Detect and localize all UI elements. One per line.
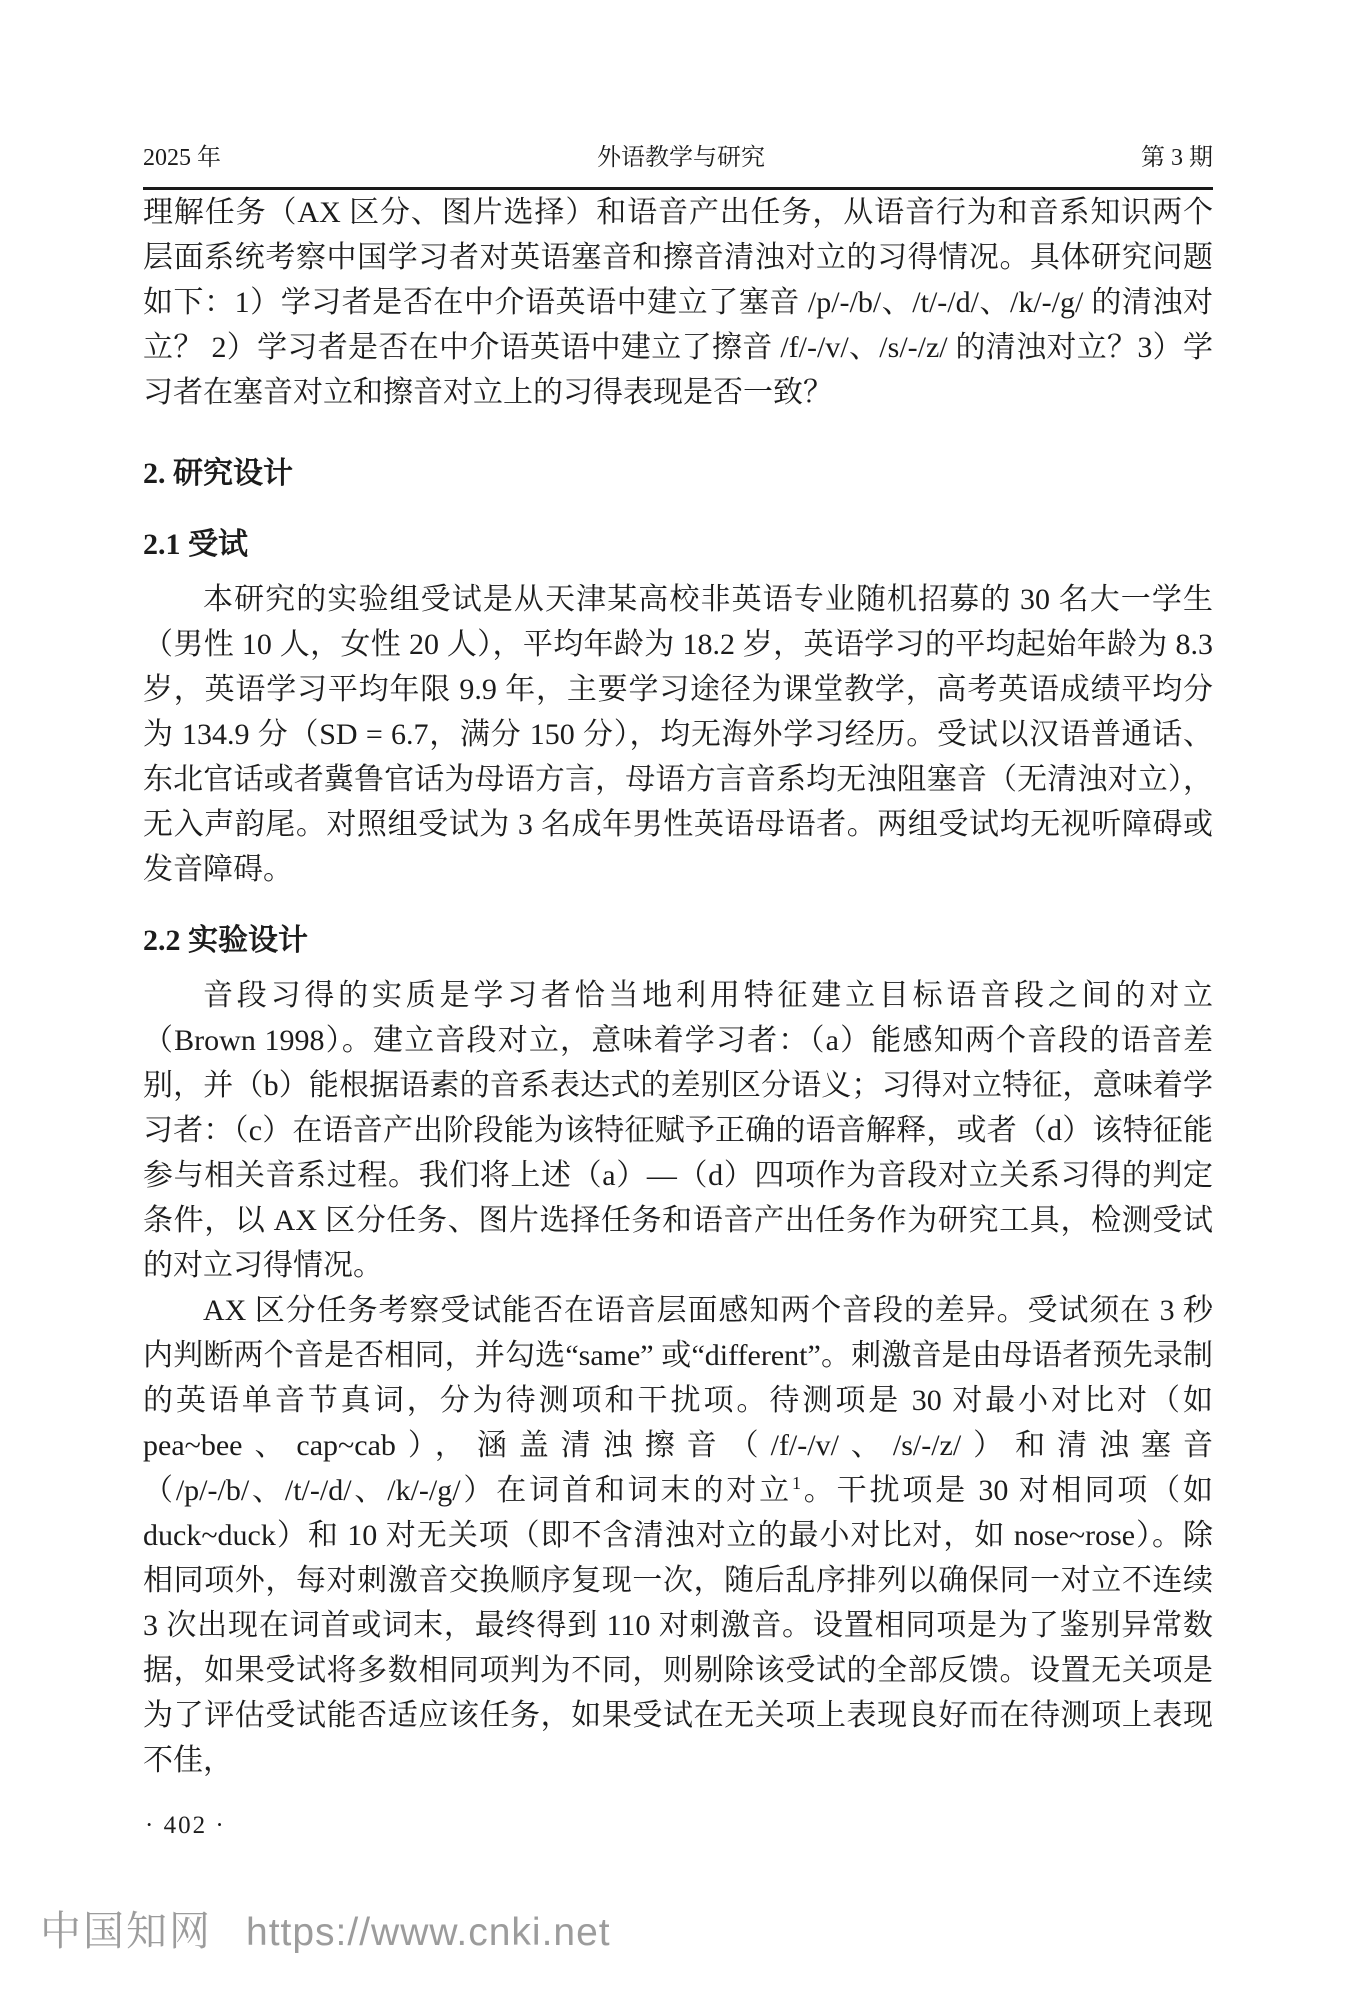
header-issue-number: 第 3 期 xyxy=(1141,145,1213,171)
page-number: · 402 · xyxy=(145,1812,226,1839)
section-heading-research-design: 2. 研究设计 xyxy=(143,457,293,490)
page-content xyxy=(143,143,1213,1783)
footnote-marker: 1 xyxy=(791,1473,801,1493)
header-journal-title: 外语教学与研究 xyxy=(597,145,765,171)
paragraph-design-overview: 音段习得的实质是学习者恰当地利用特征建立目标语音段之间的对立（Brown 1998）。建立音段对立，意味着学习者：（a）能感知两个音段的语音差别，并（b）能根据语素的音系表达式的差别区分语义；习得对立特征，意味着学习者：（c）在语音产出阶段能为该特征赋予正确的语音解释，或者（d）该特征能参与相关音系过程。我们将上述（a）—（d）四项作为音段对立关系习得的判定条件，以 AX 区分任务、图片选择任务和语音产出任务作为研究工具，检测受试的对立习得情况。 xyxy=(143,979,1213,1282)
paragraph-subjects: 本研究的实验组受试是从天津某高校非英语专业随机招募的 30 名大一学生（男性 10 人，女性 20 人），平均年龄为 18.2 岁，英语学习的平均起始年龄为 8.3 岁，英语学习平均年限 9.9 年，主要学习途径为课堂教学，高考英语成绩平均分为 134.9 分（SD = 6.7，满分 150 分），均无海外学习经历。受试以汉语普通话、东北官话或者冀鲁官话为母语方言，母语方言音系均无浊阻塞音（无清浊对立），无入声韵尾。对照组受试为 3 名成年男性英语母语者。两组受试均无视听障碍或发音障碍。 xyxy=(143,583,1213,886)
ax-task-text-after-footnote: 。干扰项是 30 对相同项（如 duck~duck）和 10 对无关项（即不含清浊对立的最小对比对，如 nose~rose）。除相同项外，每对刺激音交换顺序复现一次，随后乱序排列以确保同一对立不连续 3 次出现在词首或词末，最终得到 110 对刺激音。设置相同项是为了鉴别异常数据，如果受试将多数相同项判为不同，则剔除该受试的全部反馈。设置无关项是为了评估受试能否适应该任务，如果受试在无关项上表现良好而在待测项上表现不佳， xyxy=(143,1474,1213,1777)
journal-header xyxy=(143,143,1213,173)
ax-task-text-before-footnote: AX 区分任务考察受试能否在语音层面感知两个音段的差异。受试须在 3 秒内判断两个音是否相同，并勾选“same” 或“different”。刺激音是由母语者预先录制的英语单音节真词，分为待测项和干扰项。待测项是 30 对最小对比对（如 pea~bee、cap~cab），涵盖清浊擦音（/f/-/v/、/s/-/z/）和清浊塞音（/p/-/b/、/t/-/d/、/k/-/g/）在词首和词末的对立 xyxy=(143,1294,1213,1507)
cnki-logo-text: 中国知网 xyxy=(40,1908,212,1954)
cnki-url-text: https://www.cnki.net xyxy=(246,1911,611,1954)
subsection-heading-experiment-design: 2.2 实验设计 xyxy=(143,924,308,957)
paragraph-ax-task xyxy=(143,1288,1213,1783)
subsection-heading-subjects: 2.1 受试 xyxy=(143,528,248,561)
intro-paragraph: 理解任务（AX 区分、图片选择）和语音产出任务，从语音行为和音系知识两个层面系统考察中国学习者对英语塞音和擦音清浊对立的习得情况。具体研究问题如下：1）学习者是否在中介语英语中建立了塞音 /p/-/b/、/t/-/d/、/k/-/g/ 的清浊对立？ 2）学习者是否在中介语英语中建立了擦音 /f/-/v/、/s/-/z/ 的清浊对立？3）学习者在塞音对立和擦音对立上的习得表现是否一致？ xyxy=(143,196,1213,409)
cnki-watermark xyxy=(40,1898,611,1957)
header-year: 2025 年 xyxy=(143,145,221,171)
